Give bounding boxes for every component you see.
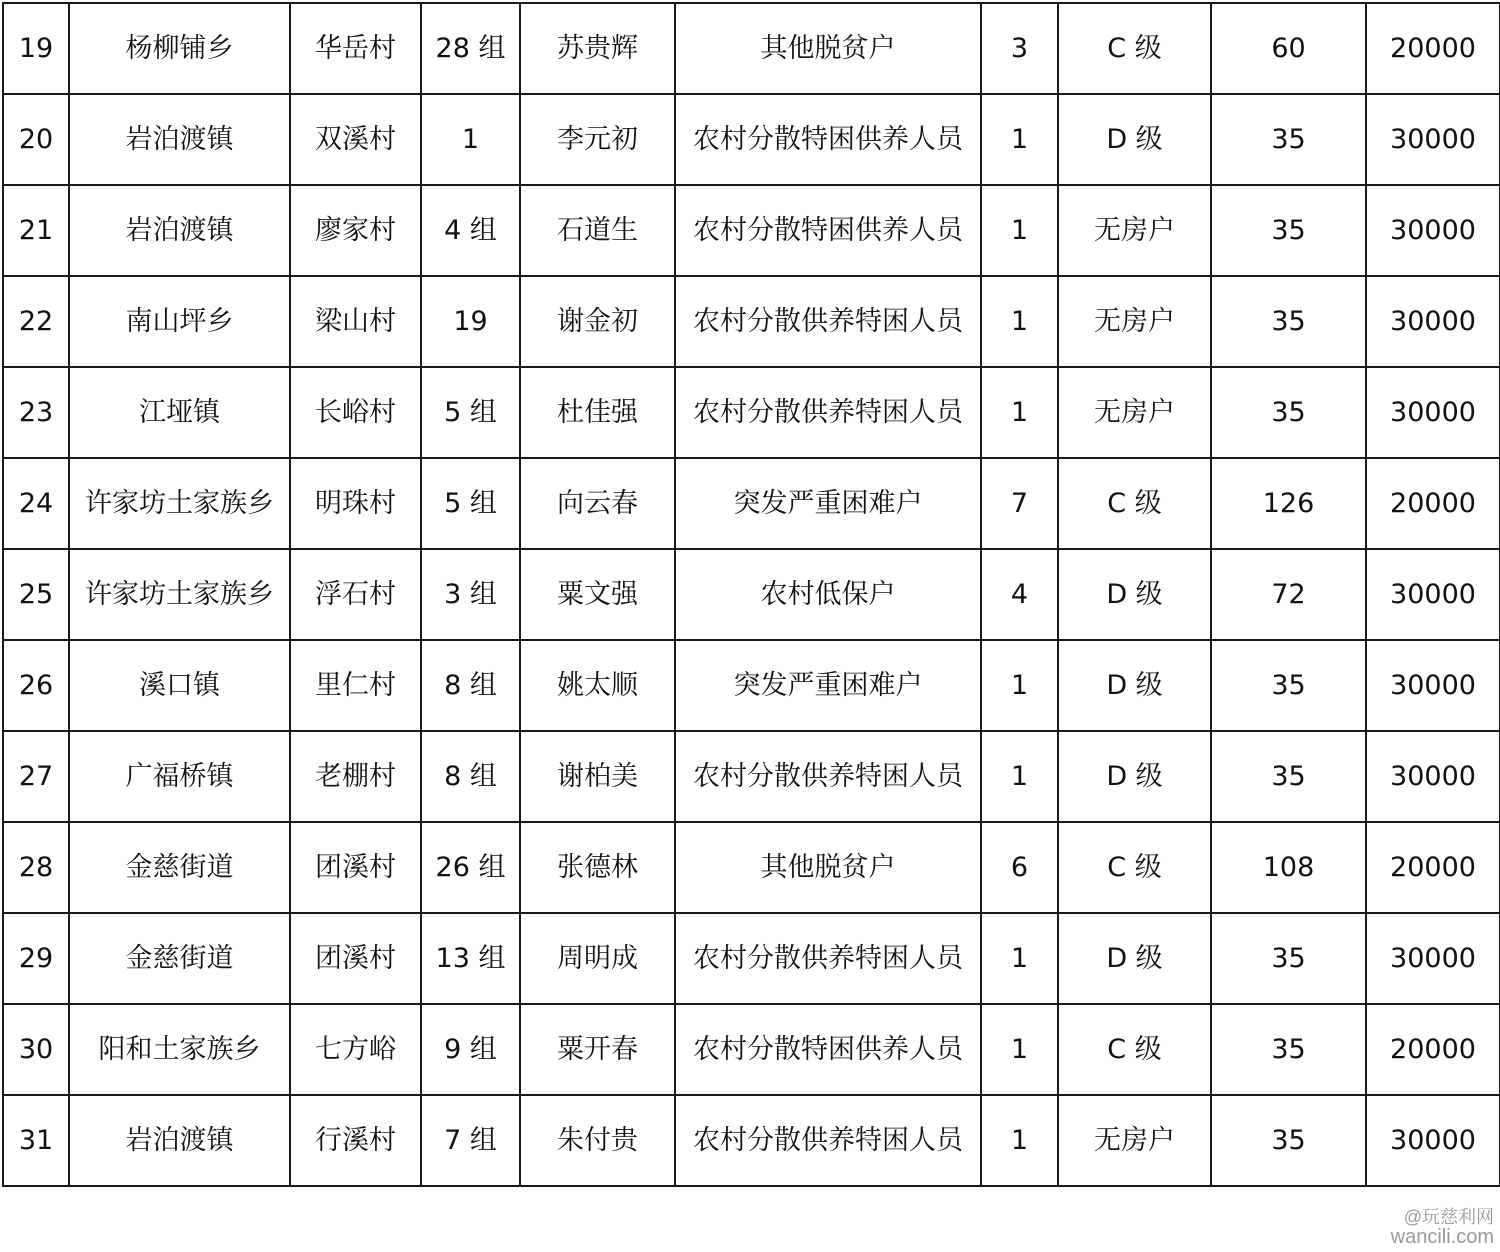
- area-cell: 35: [1211, 367, 1366, 458]
- row-number-cell: 28: [3, 822, 69, 913]
- village-cell: 梁山村: [290, 276, 421, 367]
- township-cell: 南山坪乡: [69, 276, 290, 367]
- householder-name-cell: 粟开春: [520, 1004, 675, 1095]
- village-cell: 老棚村: [290, 731, 421, 822]
- township-cell: 阳和土家族乡: [69, 1004, 290, 1095]
- table-row: [3, 1095, 1500, 1186]
- subsidy-amount-cell: 20000: [1366, 822, 1500, 913]
- subsidy-amount-cell: 30000: [1366, 640, 1500, 731]
- group-cell: 5 组: [421, 458, 520, 549]
- householder-name-cell: 向云春: [520, 458, 675, 549]
- household-size-cell: 1: [981, 94, 1058, 185]
- township-cell: 溪口镇: [69, 640, 290, 731]
- table-row: [3, 731, 1500, 822]
- township-cell: 许家坊土家族乡: [69, 458, 290, 549]
- table-row: [3, 185, 1500, 276]
- household-type-cell: 其他脱贫户: [675, 3, 981, 94]
- village-cell: 明珠村: [290, 458, 421, 549]
- housing-grade-cell: C 级: [1058, 822, 1211, 913]
- village-cell: 团溪村: [290, 913, 421, 1004]
- table-row: [3, 94, 1500, 185]
- village-cell: 华岳村: [290, 3, 421, 94]
- household-type-cell: 突发严重困难户: [675, 640, 981, 731]
- householder-name-cell: 李元初: [520, 94, 675, 185]
- housing-grade-cell: C 级: [1058, 1004, 1211, 1095]
- household-size-cell: 3: [981, 3, 1058, 94]
- row-number-cell: 26: [3, 640, 69, 731]
- watermark-handle: @玩慈利网: [1403, 1207, 1494, 1228]
- row-number-cell: 23: [3, 367, 69, 458]
- row-number-cell: 30: [3, 1004, 69, 1095]
- group-cell: 4 组: [421, 185, 520, 276]
- group-cell: 3 组: [421, 549, 520, 640]
- group-cell: 7 组: [421, 1095, 520, 1186]
- household-size-cell: 1: [981, 913, 1058, 1004]
- table-row: [3, 822, 1500, 913]
- row-number-cell: 20: [3, 94, 69, 185]
- householder-name-cell: 杜佳强: [520, 367, 675, 458]
- household-size-cell: 1: [981, 367, 1058, 458]
- area-cell: 35: [1211, 640, 1366, 731]
- row-number-cell: 27: [3, 731, 69, 822]
- township-cell: 江垭镇: [69, 367, 290, 458]
- village-cell: 长峪村: [290, 367, 421, 458]
- table-row: [3, 913, 1500, 1004]
- householder-name-cell: 张德林: [520, 822, 675, 913]
- village-cell: 行溪村: [290, 1095, 421, 1186]
- household-size-cell: 7: [981, 458, 1058, 549]
- group-cell: 28 组: [421, 3, 520, 94]
- household-type-cell: 农村分散供养特困人员: [675, 731, 981, 822]
- table-row: [3, 367, 1500, 458]
- row-number-cell: 24: [3, 458, 69, 549]
- township-cell: 岩泊渡镇: [69, 94, 290, 185]
- area-cell: 72: [1211, 549, 1366, 640]
- group-cell: 8 组: [421, 731, 520, 822]
- housing-grade-cell: 无房户: [1058, 1095, 1211, 1186]
- table-row: [3, 1004, 1500, 1095]
- household-type-cell: 突发严重困难户: [675, 458, 981, 549]
- area-cell: 35: [1211, 185, 1366, 276]
- row-number-cell: 21: [3, 185, 69, 276]
- householder-name-cell: 谢柏美: [520, 731, 675, 822]
- row-number-cell: 22: [3, 276, 69, 367]
- row-number-cell: 31: [3, 1095, 69, 1186]
- subsidy-amount-cell: 30000: [1366, 185, 1500, 276]
- householder-name-cell: 苏贵辉: [520, 3, 675, 94]
- housing-grade-cell: 无房户: [1058, 185, 1211, 276]
- area-cell: 35: [1211, 276, 1366, 367]
- household-type-cell: 农村分散特困供养人员: [675, 1004, 981, 1095]
- subsidy-amount-cell: 30000: [1366, 1095, 1500, 1186]
- village-cell: 团溪村: [290, 822, 421, 913]
- housing-grade-cell: C 级: [1058, 3, 1211, 94]
- housing-grade-cell: D 级: [1058, 731, 1211, 822]
- householder-name-cell: 谢金初: [520, 276, 675, 367]
- subsidy-amount-cell: 20000: [1366, 458, 1500, 549]
- household-size-cell: 1: [981, 640, 1058, 731]
- subsidy-amount-cell: 20000: [1366, 3, 1500, 94]
- household-size-cell: 4: [981, 549, 1058, 640]
- township-cell: 金慈街道: [69, 822, 290, 913]
- household-size-cell: 1: [981, 185, 1058, 276]
- household-type-cell: 农村分散供养特困人员: [675, 913, 981, 1004]
- township-cell: 广福桥镇: [69, 731, 290, 822]
- village-cell: 里仁村: [290, 640, 421, 731]
- village-cell: 廖家村: [290, 185, 421, 276]
- village-cell: 七方峪: [290, 1004, 421, 1095]
- household-size-cell: 6: [981, 822, 1058, 913]
- household-size-cell: 1: [981, 1004, 1058, 1095]
- watermark: [1391, 1208, 1494, 1248]
- township-cell: 许家坊土家族乡: [69, 549, 290, 640]
- housing-grade-cell: 无房户: [1058, 276, 1211, 367]
- area-cell: 35: [1211, 94, 1366, 185]
- housing-grade-cell: D 级: [1058, 94, 1211, 185]
- household-type-cell: 农村分散特困供养人员: [675, 185, 981, 276]
- group-cell: 8 组: [421, 640, 520, 731]
- table-row: [3, 640, 1500, 731]
- area-cell: 126: [1211, 458, 1366, 549]
- household-type-cell: 农村分散供养特困人员: [675, 276, 981, 367]
- watermark-url: wancili.com: [1390, 1226, 1494, 1248]
- township-cell: 岩泊渡镇: [69, 185, 290, 276]
- householder-name-cell: 粟文强: [520, 549, 675, 640]
- householder-name-cell: 石道生: [520, 185, 675, 276]
- row-number-cell: 19: [3, 3, 69, 94]
- subsidy-amount-cell: 30000: [1366, 94, 1500, 185]
- area-cell: 35: [1211, 1095, 1366, 1186]
- household-type-cell: 农村分散供养特困人员: [675, 1095, 981, 1186]
- householder-name-cell: 朱付贵: [520, 1095, 675, 1186]
- row-number-cell: 25: [3, 549, 69, 640]
- table-row: [3, 276, 1500, 367]
- household-type-cell: 农村低保户: [675, 549, 981, 640]
- table-row: [3, 458, 1500, 549]
- household-size-cell: 1: [981, 276, 1058, 367]
- area-cell: 35: [1211, 913, 1366, 1004]
- township-cell: 岩泊渡镇: [69, 1095, 290, 1186]
- group-cell: 19: [421, 276, 520, 367]
- subsidy-amount-cell: 30000: [1366, 367, 1500, 458]
- subsidy-amount-cell: 30000: [1366, 549, 1500, 640]
- village-cell: 浮石村: [290, 549, 421, 640]
- group-cell: 9 组: [421, 1004, 520, 1095]
- group-cell: 13 组: [421, 913, 520, 1004]
- housing-grade-cell: D 级: [1058, 913, 1211, 1004]
- township-cell: 金慈街道: [69, 913, 290, 1004]
- group-cell: 26 组: [421, 822, 520, 913]
- area-cell: 60: [1211, 3, 1366, 94]
- subsidy-amount-cell: 30000: [1366, 731, 1500, 822]
- row-number-cell: 29: [3, 913, 69, 1004]
- group-cell: 1: [421, 94, 520, 185]
- householder-name-cell: 姚太顺: [520, 640, 675, 731]
- housing-grade-cell: 无房户: [1058, 367, 1211, 458]
- housing-grade-cell: D 级: [1058, 549, 1211, 640]
- village-cell: 双溪村: [290, 94, 421, 185]
- table-row: [3, 549, 1500, 640]
- subsidy-amount-cell: 20000: [1366, 1004, 1500, 1095]
- table-row: [3, 3, 1500, 94]
- housing-grade-cell: C 级: [1058, 458, 1211, 549]
- township-cell: 杨柳铺乡: [69, 3, 290, 94]
- area-cell: 35: [1211, 1004, 1366, 1095]
- household-size-cell: 1: [981, 731, 1058, 822]
- subsidy-amount-cell: 30000: [1366, 913, 1500, 1004]
- household-table: [2, 2, 1500, 1187]
- group-cell: 5 组: [421, 367, 520, 458]
- area-cell: 35: [1211, 731, 1366, 822]
- table-body: [3, 3, 1500, 1186]
- subsidy-amount-cell: 30000: [1366, 276, 1500, 367]
- household-size-cell: 1: [981, 1095, 1058, 1186]
- householder-name-cell: 周明成: [520, 913, 675, 1004]
- household-type-cell: 农村分散特困供养人员: [675, 94, 981, 185]
- household-type-cell: 农村分散供养特困人员: [675, 367, 981, 458]
- housing-grade-cell: D 级: [1058, 640, 1211, 731]
- area-cell: 108: [1211, 822, 1366, 913]
- household-type-cell: 其他脱贫户: [675, 822, 981, 913]
